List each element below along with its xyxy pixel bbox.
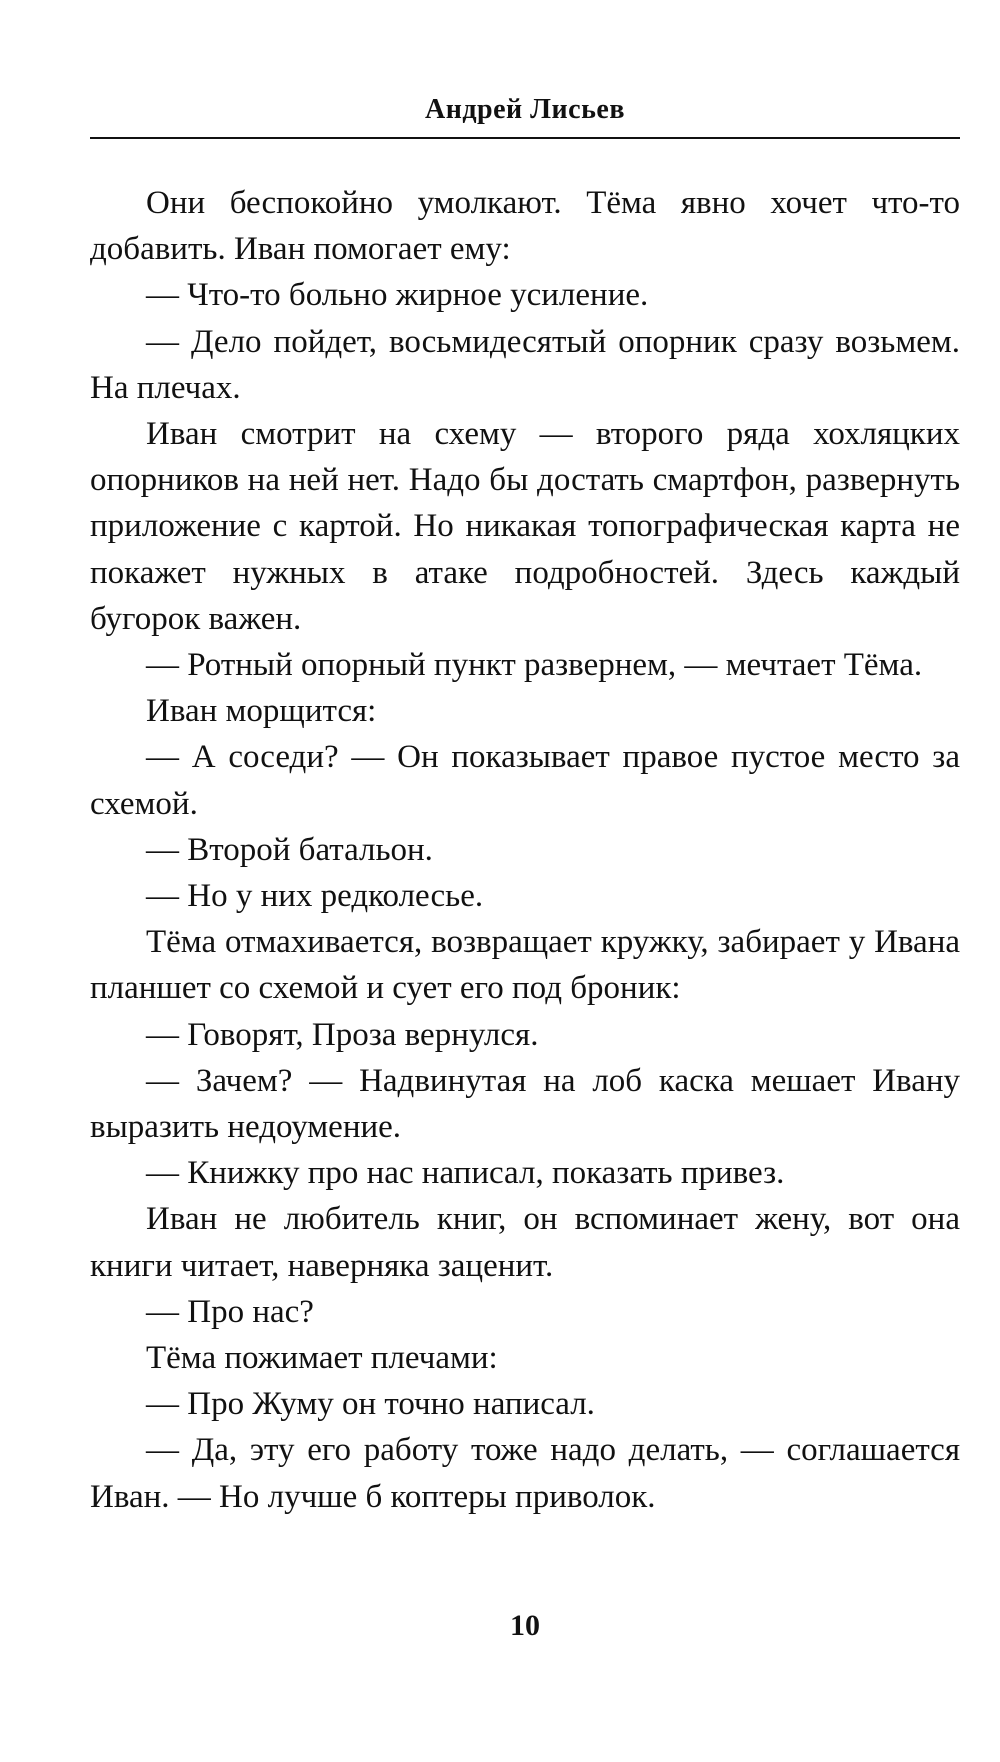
paragraph: — Про нас? (146, 1293, 314, 1330)
paragraph: Они беспокойно умолкают. Тёма явно хочет что-то добавить. Иван помогает ему: (90, 185, 960, 268)
paragraph: — Что-то больно жирное усиление. (146, 277, 649, 314)
paragraph: — Про Жуму он точно написал. (146, 1386, 595, 1423)
paragraph: Иван морщится: (146, 693, 377, 730)
paragraph: — Дело пойдет, восьмидесятый опорник сразу возьмем. На плечах. (90, 323, 960, 406)
paragraph: — Ротный опорный пункт развернем, — мечтает Тёма. (146, 647, 923, 684)
paragraph: Иван смотрит на схему — второго ряда хохляцких опорников на ней нет. Надо бы достать смартфон, развернуть приложение с картой. Но никакая топографическая карта не покажет нужных в атаке подробностей. Здесь каждый бугорок важен. (90, 416, 960, 637)
header-rule (90, 137, 960, 139)
body-text (90, 180, 960, 1520)
page-number: 10 (510, 1609, 540, 1642)
paragraph: — А соседи? — Он показывает правое пустое место за схемой. (90, 739, 960, 822)
paragraph: — Книжку про нас написал, показать привез. (146, 1155, 785, 1192)
paragraph: — Но у них редколесье. (146, 878, 484, 915)
running-head-author: Андрей Лисьев (425, 94, 625, 125)
paragraph: Тёма пожимает плечами: (146, 1340, 498, 1377)
paragraph: — Да, эту его работу тоже надо делать, — соглашается Иван. — Но лучше б коптеры приволок. (90, 1432, 960, 1515)
paragraph: Иван не любитель книг, он вспоминает жену, вот она книги читает, наверняка заценит. (90, 1201, 960, 1284)
paragraph: Тёма отмахивается, возвращает кружку, забирает у Ивана планшет со схемой и сует его под броник: (90, 924, 960, 1007)
paragraph: — Говорят, Проза вернулся. (146, 1016, 539, 1053)
paragraph: — Зачем? — Надвинутая на лоб каска мешает Ивану выразить недоумение. (90, 1062, 960, 1146)
paragraph: — Второй батальон. (146, 831, 433, 868)
